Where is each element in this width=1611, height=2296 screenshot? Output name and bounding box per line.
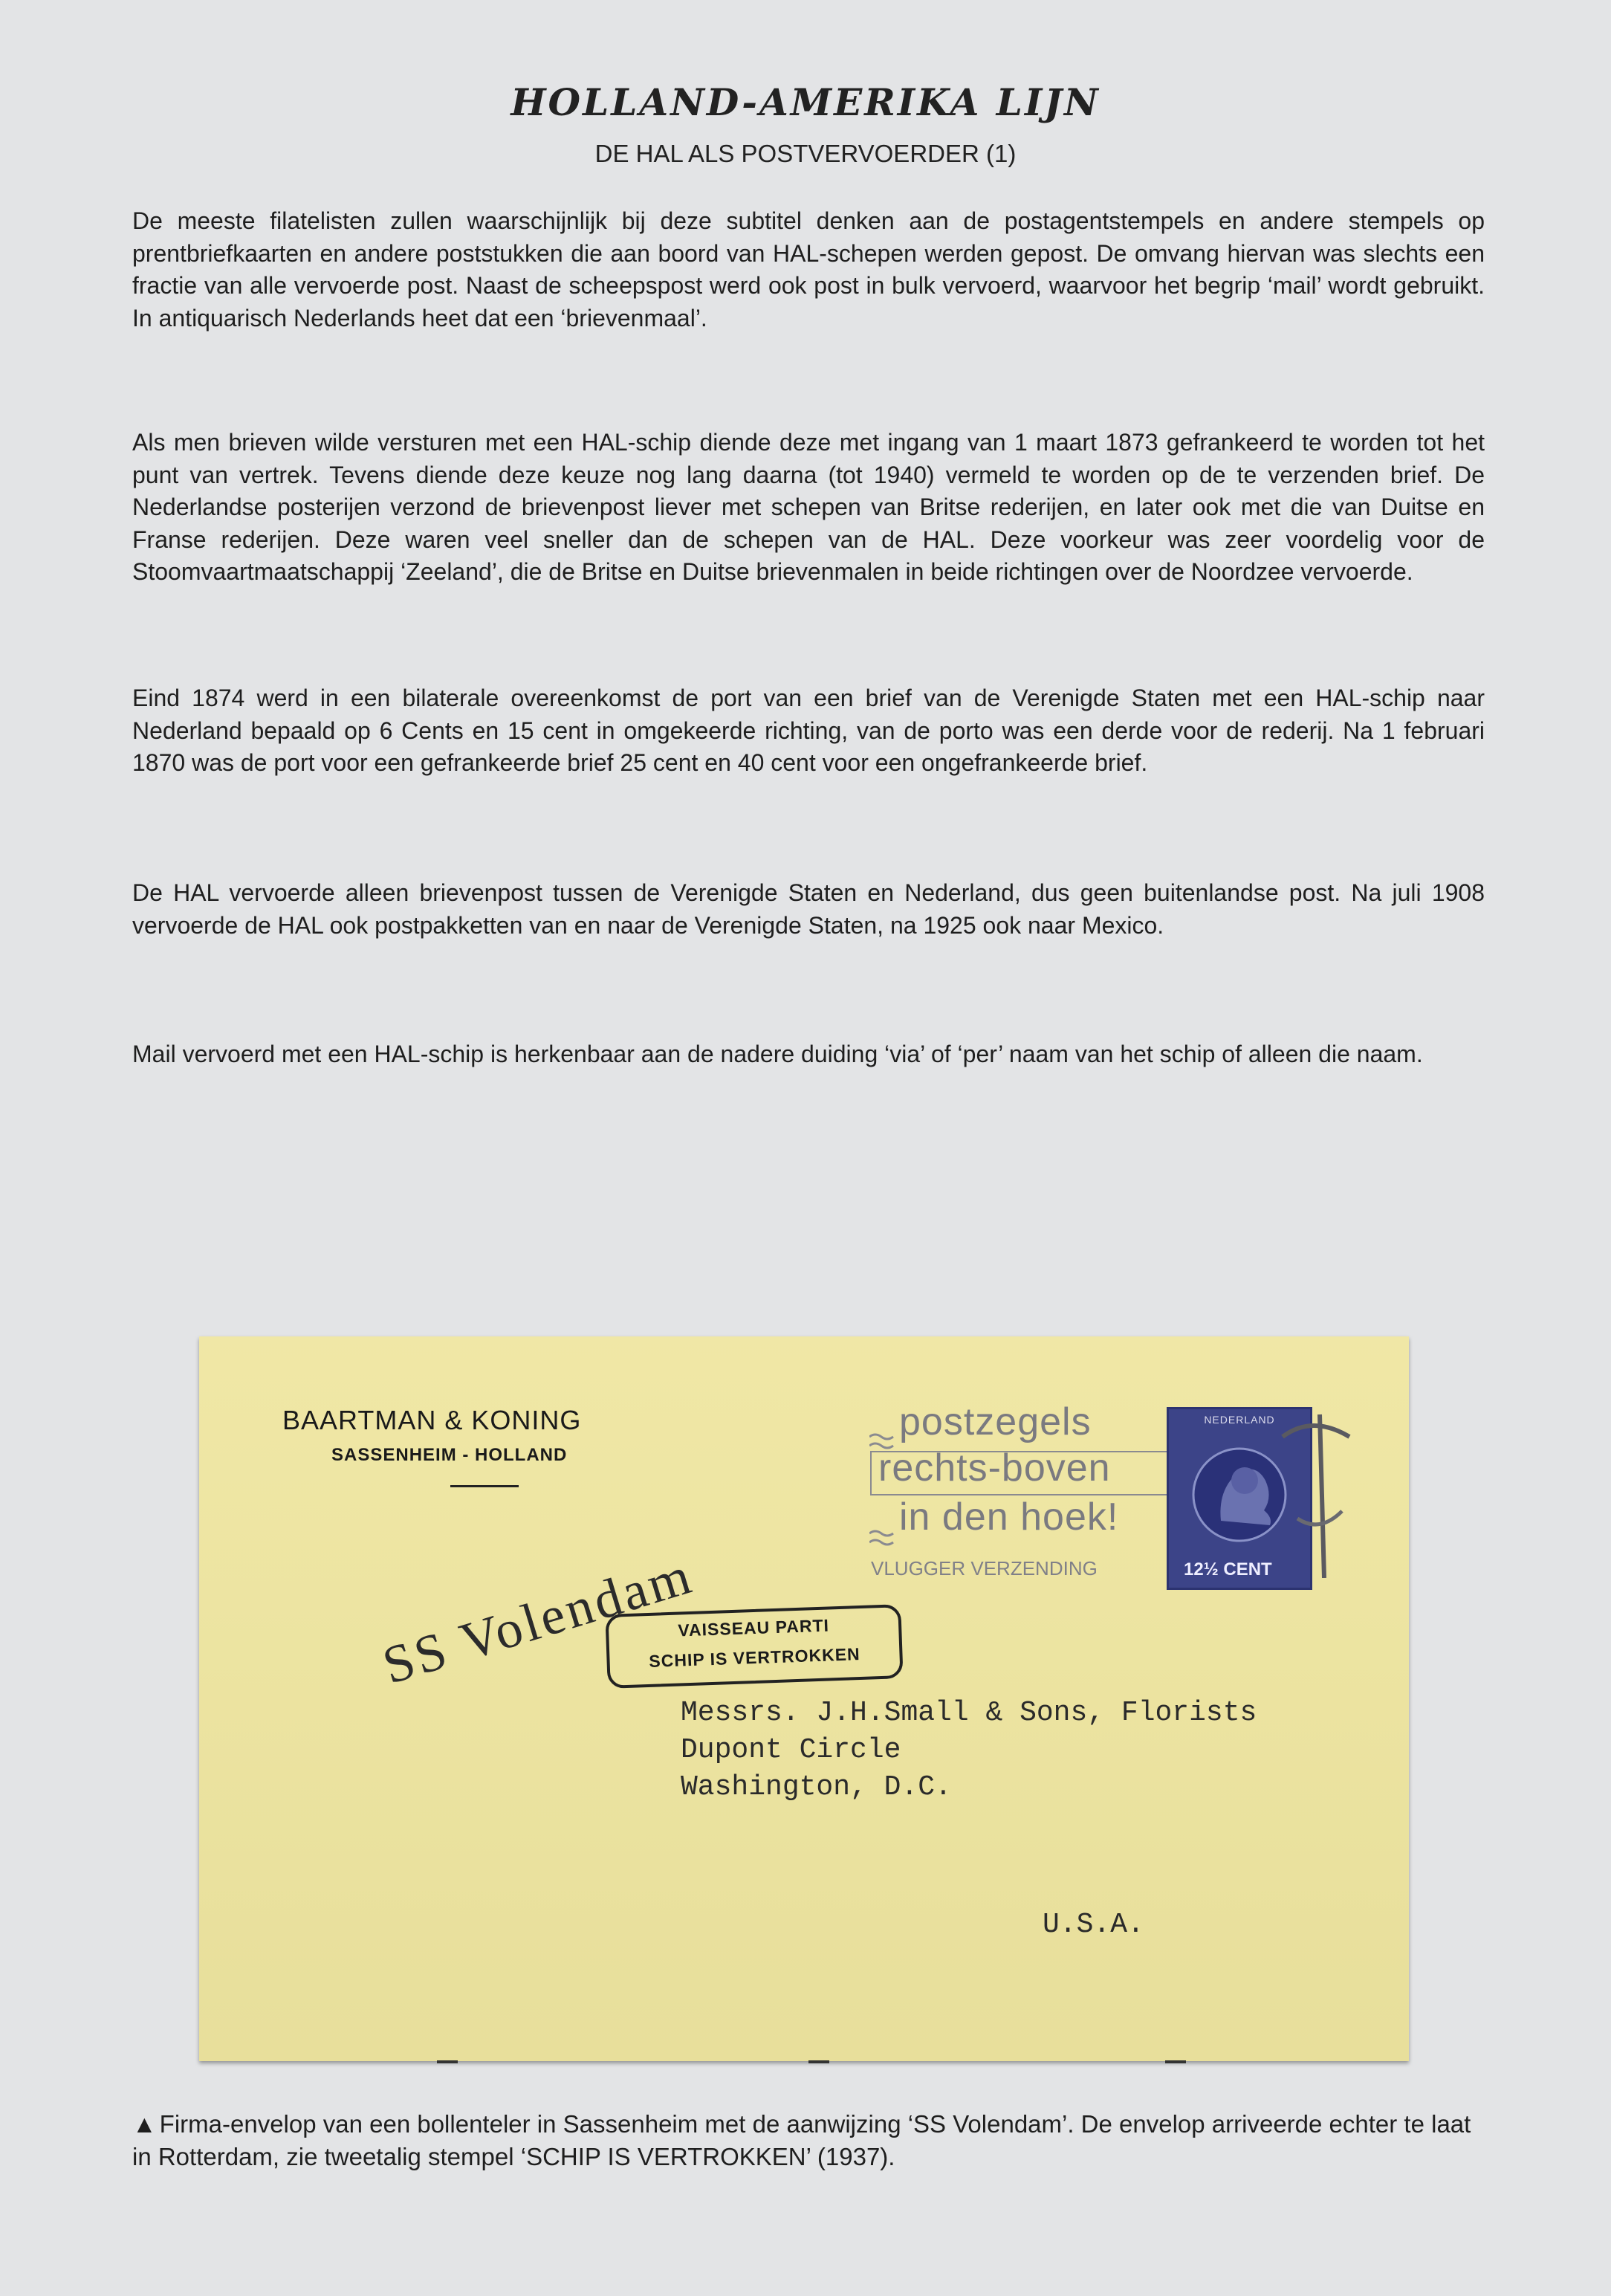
slogan-line-3: in den hoek! <box>899 1495 1119 1539</box>
slogan-line-2: rechts-boven <box>878 1446 1111 1490</box>
address-line-2: Dupont Circle <box>681 1734 901 1766</box>
recipient-address <box>681 1695 1257 1806</box>
paragraph-franking: Als men brieven wilde versturen met een HAL-schip diende deze met ingang van 1 maart 1873 gefrankeerd te worden tot het punt van vertrek. Tevens diende deze keuze nog lang daarna (tot 1940) vermeld te worden op de te verzenden brief. De Nederlandse posterijen verzond de brievenpost liever met schepen van Britse rederijen, en later ook met die van Duitse en Franse rederijen. Deze waren veel sneller dan de schepen van de HAL. Deze voorkeur was zeer voordelig voor de Stoomvaartmaatschappij ‘Zeeland’, die de Britse en Duitse brievenmalen in beide richtingen over de Noordzee vervoerde. <box>132 429 1485 585</box>
slogan-cancel <box>869 1400 1189 1579</box>
envelope-edge-mark <box>1165 2060 1186 2063</box>
slogan-line-4: VLUGGER VERZENDING <box>871 1557 1098 1579</box>
company-location: SASSENHEIM - HOLLAND <box>331 1445 568 1465</box>
page-title: HOLLAND-AMERIKA LIJN <box>510 80 1101 124</box>
departed-stamp-french: VAISSEAU PARTI <box>677 1615 830 1640</box>
paragraph-parcels: De HAL vervoerde alleen brievenpost tussen de Verenigde Staten en Nederland, dus geen buitenlandse post. Na juli 1908 vervoerde de HAL ook postpakketten van en naar de Verenigde Staten, na 1925 ook naar Mexico. <box>132 879 1485 939</box>
paragraph-intro: De meeste filatelisten zullen waarschijnlijk bij deze subtitel denken aan de postagentstempels en andere stempels op prentbriefkaarten en andere poststukken die aan boord van HAL-schepen werden gepost. De omvang hiervan was slechts een fractie van alle vervoerde post. Naast de scheepspost werd ook post in bulk vervoerd, waarvoor het begrip ‘mail’ wordt gebruikt. In antiquarisch Nederlands heet dat een ‘brievenmaal’. <box>132 207 1485 332</box>
paragraph-rates: Eind 1874 werd in een bilaterale overeenkomst de port van een brief van de Verenigde Staten met een HAL-schip naar Nederland bepaald op 6 Cents en 15 cent in omgekeerde richting, van de porto was een derde voor de rederij. Na 1 februari 1870 was de port voor een gefrankeerde brief 25 cent en 40 cent voor een ongefrankeerde brief. <box>132 685 1485 776</box>
slogan-line-1: postzegels <box>899 1400 1092 1443</box>
paragraph-recognition: Mail vervoerd met een HAL-schip is herkenbaar aan de nadere duiding ‘via’ of ‘per’ naam van het schip of alleen die naam. <box>132 1041 1423 1067</box>
triangle-up-icon: ▲ <box>132 2110 157 2138</box>
stamp-country: NEDERLAND <box>1204 1414 1275 1426</box>
envelope-edge-mark <box>437 2060 458 2063</box>
envelope-edge-mark <box>808 2060 829 2063</box>
envelope-caption <box>132 2108 1485 2173</box>
address-line-1: Messrs. J.H.Small & Sons, Florists <box>681 1697 1257 1729</box>
address-country: U.S.A. <box>1043 1909 1144 1941</box>
departed-stamp <box>605 1604 903 1689</box>
ship-name-stamp: SS Volendam <box>376 1545 700 1696</box>
page-subtitle: DE HAL ALS POSTVERVOERDER (1) <box>594 140 1017 167</box>
departed-stamp-dutch: SCHIP IS VERTROKKEN <box>648 1644 861 1671</box>
address-line-3: Washington, D.C. <box>681 1771 952 1803</box>
caption-text: Firma-envelop van een bollenteler in Sassenheim met de aanwijzing ‘SS Volendam’. De envelop arriveerde echter te laat in Rotterdam, zie tweetalig stempel ‘SCHIP IS VERTROKKEN’ (1937). <box>132 2110 1471 2170</box>
stamp-value: 12½ CENT <box>1184 1559 1272 1579</box>
envelope-image <box>199 1336 1409 2061</box>
company-name: BAARTMAN & KONING <box>282 1405 582 1435</box>
company-divider <box>450 1485 519 1487</box>
postmark-icon <box>1275 1407 1357 1578</box>
